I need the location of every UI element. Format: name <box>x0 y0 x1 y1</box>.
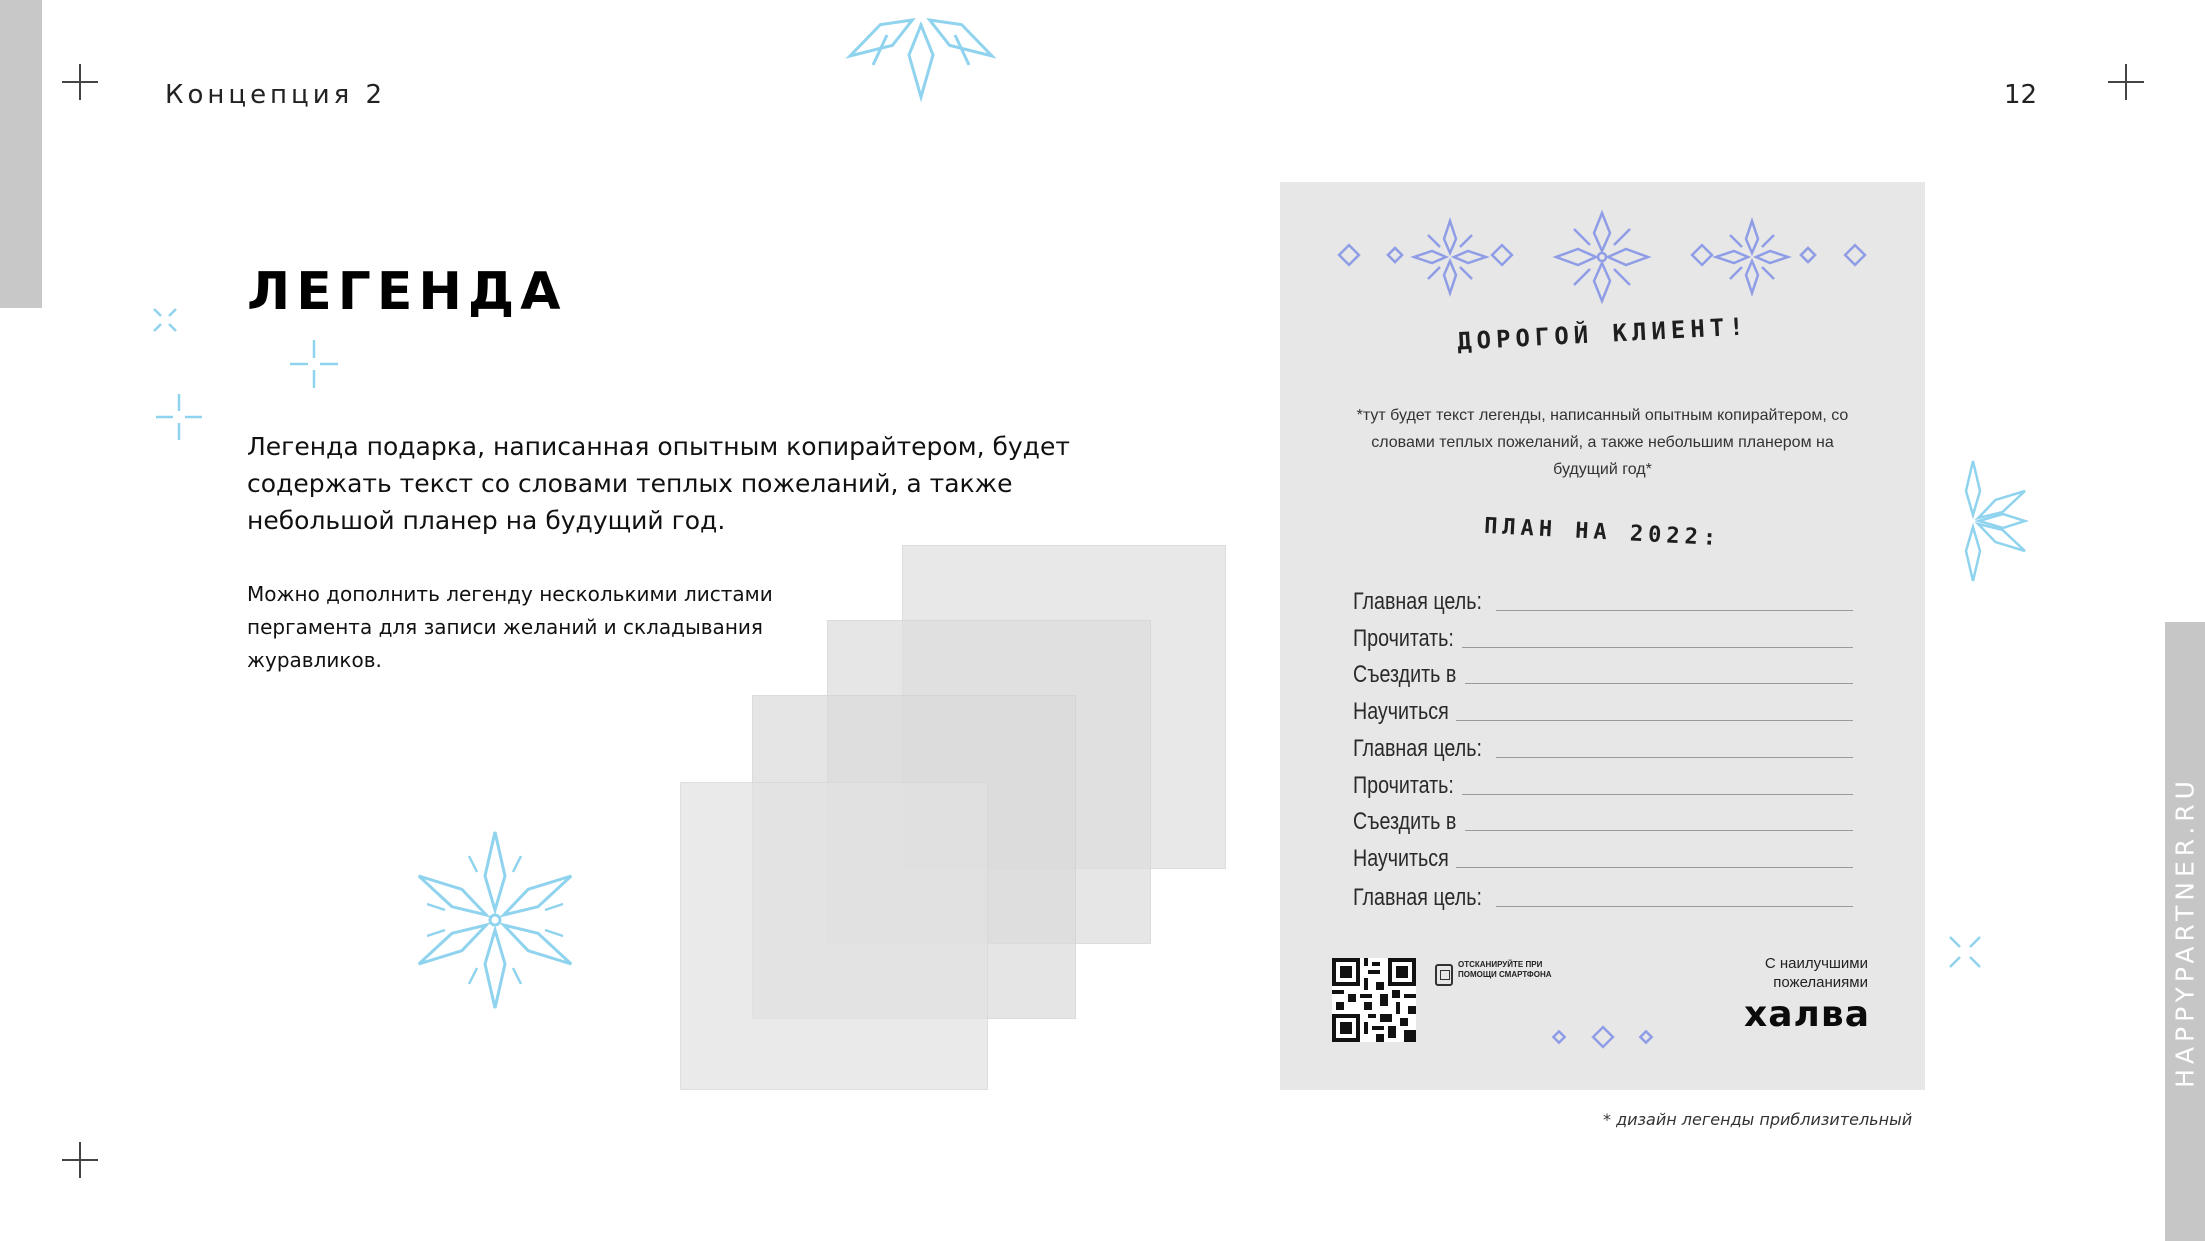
planner-row: Научиться <box>1353 696 1853 726</box>
design-footnote: * дизайн легенды приблизительный <box>1603 1110 1913 1129</box>
sparkle-icon <box>1947 934 1983 970</box>
sparkle-icon <box>154 392 204 442</box>
card-plan-title: ПЛАН НА 2022: <box>1483 513 1722 552</box>
sparkle-icon <box>150 305 180 335</box>
concept-label: Концепция 2 <box>165 80 387 110</box>
card-greeting: ДОРОГОЙ КЛИЕНТ! <box>1456 312 1749 356</box>
left-accent-strip <box>0 0 42 308</box>
page-number: 12 <box>2004 80 2038 110</box>
secondary-paragraph: Можно дополнить легенду несколькими листами пергамента для записи желаний и складывания журавликов. <box>247 582 773 672</box>
regards-text: С наилучшими пожеланиями <box>1764 955 1868 991</box>
side-website-label: HAPPYPARTNER.RU <box>2170 775 2200 1088</box>
planner-row: Главная цель: <box>1353 733 1853 763</box>
planner-row: Главная цель: <box>1353 586 1853 616</box>
crosshair-icon <box>62 64 98 100</box>
planner-row: Прочитать: <box>1353 770 1853 800</box>
crosshair-icon <box>2108 64 2144 100</box>
parchment-sheet <box>680 782 988 1090</box>
planner-row: Съездить в <box>1353 806 1853 836</box>
ornament-icon <box>1550 1022 1660 1052</box>
brand-logo: халва <box>1744 994 1870 1035</box>
planner-row: Съездить в <box>1353 659 1853 689</box>
card-legend-text: *тут будет текст легенды, написанный опытным копирайтером, со словами теплых пожеланий, а также небольшим планером на будущий год* <box>1356 407 1849 478</box>
sparkle-icon <box>288 338 340 390</box>
right-accent-strip <box>2165 622 2205 1241</box>
crosshair-icon <box>62 1142 98 1178</box>
legend-card <box>1280 182 1925 1090</box>
slide-title: ЛЕГЕНДА <box>247 262 567 322</box>
snowflake-icon <box>1918 456 2028 586</box>
planner-row: Главная цель: <box>1353 882 1853 912</box>
snowflake-icon <box>826 0 1016 90</box>
planner-row: Научиться <box>1353 843 1853 873</box>
main-paragraph: Легенда подарка, написанная опытным копирайтером, будет содержать текст со словами теплых пожеланий, а также небольшой планер на будущий год. <box>247 432 1070 535</box>
snowflake-icon <box>400 825 590 1015</box>
phone-scan-icon <box>1435 964 1453 986</box>
qr-code-icon <box>1332 958 1416 1042</box>
planner-row: Прочитать: <box>1353 623 1853 653</box>
ornament-icon <box>1340 212 1865 302</box>
scan-instruction: ОТСКАНИРУЙТЕ ПРИ ПОМОЩИ СМАРТФОНА <box>1458 960 1552 979</box>
